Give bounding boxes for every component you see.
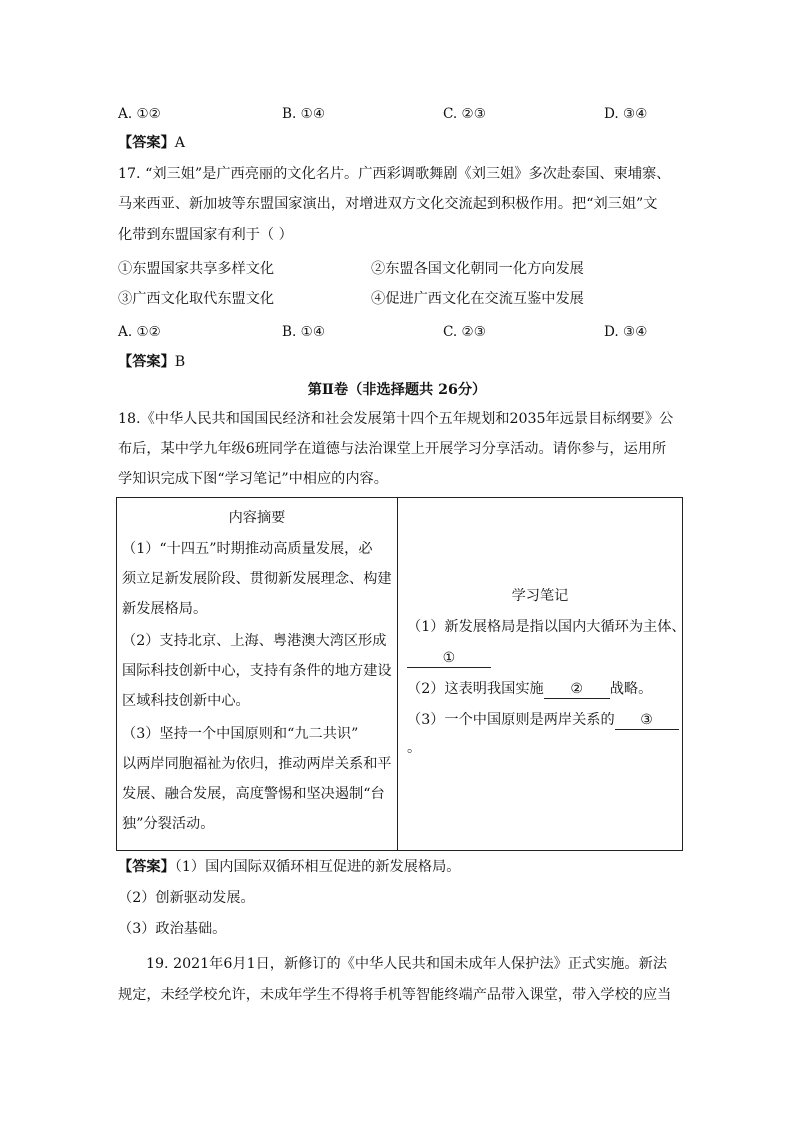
q19-stem-line-2: 规定，未经学校允许，未成年学生不得将手机等智能终端产品带入课堂，带入学校的应当: [118, 987, 672, 1003]
summary-line: 发展、融合发展，高度警惕和坚决遏制“台: [122, 786, 385, 802]
answer-value: （1）国内国际双循环相互促进的新发展格局。: [174, 859, 461, 875]
answer-tag: 【答案】: [118, 354, 175, 370]
study-notes-cell: [398, 498, 686, 851]
summary-line: （1）“十四五”时期推动高质量发展，必: [122, 541, 373, 557]
blank-2[interactable]: ②: [544, 680, 610, 699]
q17-stem-line-3: 化带到东盟国家有利于（ ）: [118, 227, 293, 243]
summary-line: （2）支持北京、上海、粤港澳大湾区形成: [122, 633, 387, 649]
q17-answer: [118, 352, 185, 372]
study-notes-title: 学习笔记: [511, 588, 569, 604]
q17-statement-1: ①东盟国家共享多样文化: [118, 261, 275, 277]
q17-option-d[interactable]: D. ③④: [604, 324, 648, 340]
blank-3[interactable]: ③: [615, 711, 679, 730]
content-summary-cell: [117, 498, 398, 851]
summary-line: 区域科技创新中心。: [122, 693, 250, 709]
note-2: [407, 679, 652, 699]
q16-option-d[interactable]: D. ③④: [604, 106, 648, 122]
note-3-end: 。: [407, 740, 422, 756]
note-3: [407, 710, 679, 730]
summary-line: 新发展格局。: [122, 601, 208, 617]
q16-answer: [118, 133, 185, 153]
study-notes-table: [116, 497, 686, 851]
q17-option-a[interactable]: A. ①②: [118, 324, 161, 340]
q18-answer-line-3: （3）政治基础。: [118, 921, 227, 937]
summary-line: 以两岸同胞福祉为依归，推动两岸关系和平: [122, 756, 392, 772]
summary-line: 须立足新发展阶段、贯彻新发展理念、构建: [122, 571, 392, 587]
q16-option-a[interactable]: A. ①②: [118, 106, 161, 122]
summary-line: 独”分裂活动。: [122, 816, 215, 832]
section-title: 第Ⅱ卷（非选择题共 26分）: [307, 382, 487, 398]
q18-stem-line-3: 学知识完成下图“学习笔记”中相应的内容。: [118, 471, 388, 487]
q17-statement-4: ④促进广西文化在交流互鉴中发展: [371, 291, 584, 307]
q19-stem-line-1: 19. 2021年6月1日，新修订的《中华人民共和国未成年人保护法》正式实施。新法: [146, 956, 668, 972]
q18-stem-line-1: 18.《中华人民共和国国民经济和社会发展第十四个五年规划和2035年远景目标纲要》公: [118, 411, 674, 427]
q17-stem-line-2: 马来西亚、新加坡等东盟国家演出，对增进双方文化交流起到积极作用。把“刘三姐”文: [118, 196, 658, 212]
q17-stem-line-1: 17. “刘三姐”是广西亮丽的文化名片。广西彩调歌舞剧《刘三姐》多次赴泰国、柬埔寨、: [118, 166, 671, 182]
q18-answer-line-2: （2）创新驱动发展。: [118, 890, 255, 906]
content-summary-title: 内容摘要: [228, 510, 286, 526]
answer-tag: 【答案】: [118, 135, 175, 151]
answer-value: B: [174, 354, 186, 370]
note-3-prefix: （3）一个中国原则是两岸关系的: [407, 712, 615, 728]
blank-1[interactable]: ①: [407, 649, 491, 668]
note-1-text: （1）新发展格局是指以国内大循环为主体、: [407, 619, 686, 635]
q17-statement-2: ②东盟各国文化朝同一化方向发展: [371, 261, 584, 277]
summary-line: 国际科技创新中心，支持有条件的地方建设: [122, 663, 392, 679]
answer-tag: 【答案】: [118, 859, 175, 875]
summary-line: （3）坚持一个中国原则和“九二共识”: [122, 726, 359, 742]
q16-option-b[interactable]: B. ①④: [282, 106, 326, 122]
q17-option-c[interactable]: C. ②③: [443, 324, 486, 340]
q18-answer-line-1: [118, 857, 460, 877]
note-1-blank-row: [407, 648, 491, 668]
q16-option-c[interactable]: C. ②③: [443, 106, 486, 122]
q17-statement-3: ③广西文化取代东盟文化: [118, 291, 275, 307]
q17-option-b[interactable]: B. ①④: [282, 324, 326, 340]
note-2-prefix: （2）这表明我国实施: [407, 681, 544, 697]
answer-value: A: [174, 135, 186, 151]
note-2-suffix: 战略。: [609, 681, 653, 697]
q18-stem-line-2: 布后，某中学九年级6班同学在道德与法治课堂上开展学习分享活动。请你参与，运用所: [118, 441, 667, 457]
